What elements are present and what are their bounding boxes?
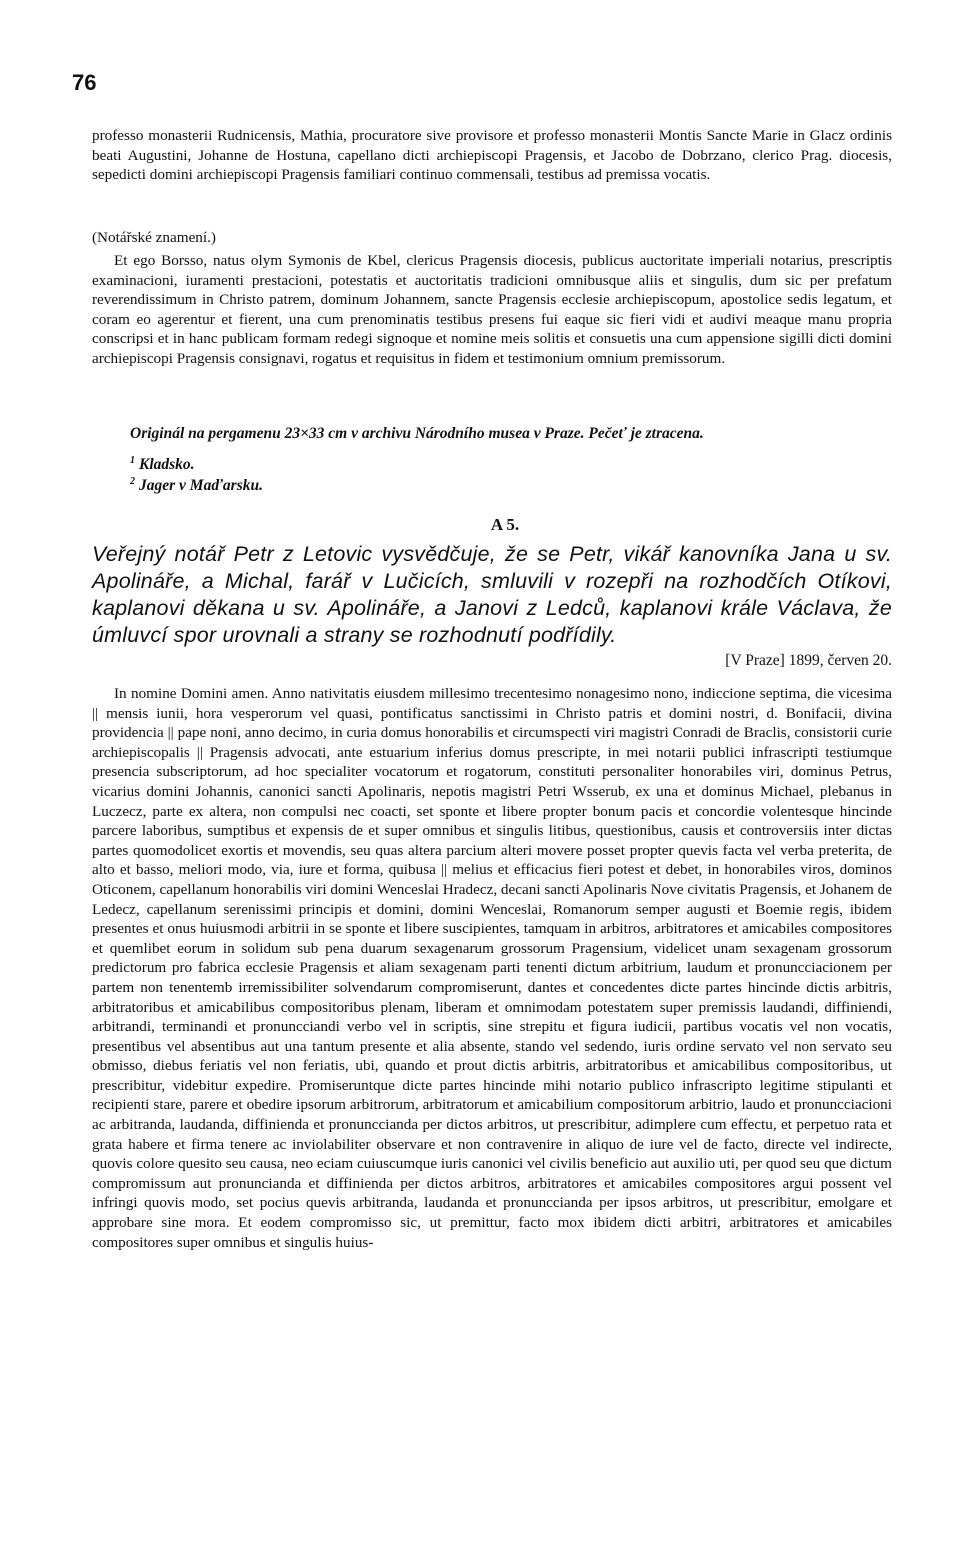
document-page: [92, 0, 892, 1547]
paragraph-notary: Et ego Borsso, natus olym Symonis de Kbel, clericus Pragensis diocesis, publicus auctoritate imperiali notarius, prescriptis examinacioni, iuramenti prestacioni, potestatis et auctoritatis tradicioni omnibusque aliis et singulis, dum sic per prefatum reverendissimum in Christo patrem, dominum Johannem, sancte Pragensis ecclesie archiepiscopum, apostolice sedis legatum, et coram eo agerentur et fierent, una cum prenominatis testibus presens fui eaque sic fieri vidi et audivi meaque manu propria conscripsi et in hanc publicam formam redegi signoque et nomine meis solitis et consuetis una cum appensione sigilli dicti domini archiepiscopi Pragensis consignavi, rogatus et requisitus in fidem et testimonium omnium premissorum.: [92, 252, 892, 367]
regest-heading: Veřejný notář Petr z Letovic vysvědčuje, že se Petr, vikář kanovníka Jana u sv. Apolináře, a Michal, farář v Lučicích, smluvili v rozepři na rozhodčích Otíkovi, kaplanovi děkana u sv. Apolináře, a Janovi z Ledců, kaplanovi krále Václava, že úmluvcí spor urovnali a strany se rozhodnutí podřídily.: [92, 542, 892, 647]
footnote-2: [130, 476, 263, 495]
dateline: [V Praze] 1899, červen 20.: [725, 652, 892, 669]
footnote-2-text: Jager v Maďarsku.: [139, 477, 263, 495]
document-number: A 5.: [490, 515, 520, 534]
footnote-1: [130, 455, 195, 474]
footnote-2-mark: 2: [130, 476, 135, 487]
paragraph-main: In nomine Domini amen. Anno nativitatis eiusdem millesimo trecentesimo nonagesimo nono, indiccione septima, die vicesima || mensis iunii, hora vesperorum vel quasi, pontificatus sanctissimi in Christo patris et domini nostri, d. Bonifacii, divina providencia || pape noni, anno decimo, in curia domus honorabilis et circumspecti viri magistri Conradi de Braclis, consistorii curie archiepiscopalis || Pragensis advocati, ante estuarium inferius domus prescripte, in mei notarii publici infrascripti testiumque presencia subscriptorum, ad hoc specialiter vocatorum et rogatorum, constituti personaliter honorabiles viri, dominus Petrus, vicarius domini Johannis, canonici sancti Apolinaris, nepotis magistri Petri Wsserub, ex una et dominus Michael, plebanus in Luczecz, parte ex altera, non compulsi nec coacti, set sponte et libere propter bonum pacis et concordie volentesque hincinde parcere laboribus, sumptibus et expensis de et super omnibus et singulis litibus, questionibus, causis et controversiis inter dictas partes quomodolicet exortis et movendis, seu quas altera parcium alteri movere posset propter quevis facta vel verba preterita, de alto et basso, meliori modo, via, iure et forma, quibusa || melius et efficacius fieri potest et debet, in honorabiles viros, dominos Oticonem, capellanum honorabilis viri domini Wenceslai Hradecz, decani sancti Apolinaris Nove civitatis Pragensis, et Johanem de Ledecz, capellanum serenissimi principis et domini, domini Wenceslai, Romanorum semper augusti et Boemie regis, ibidem presentes et onus huiusmodi arbitrii in se sponte et libere suscipientes, tamquam in arbitros, arbitratores et amicabiles compositores et quemlibet eorum in solidum sub pena duarum sexagenarum grossorum Pragensium, videlicet unam sexagenam grossorum predictorum pro fabrica ecclesie Pragensis et aliam sexagenam parti tenenti dictum arbitrium, laudum et pronuncciacionem per partem non tenentemb irremissibiliter solvendarum compromiserunt, dantes et concedentes dicte partes hincinde dictis arbitris, arbitratoribus et amicabilibus compositoribus plenam, liberam et omnimodam potestatem super premissis laudandi, diffiniendi, arbitrandi, terminandi et pronuncciandi verbo vel in scriptis, sine strepitu et figura iudicii, partibus vocatis vel non vocatis, presentibus vel absentibus aut una tantum presente et alia absente, stando vel sedendo, iuris ordine servato vel non servato seu obmisso, diebus feriatis vel non feriatis, ubi, quando et prout dictis arbitris, arbitratoribus et amicabilibus compositoribus, ut prescribitur, videbitur expedire. Promiseruntque dicte partes hincinde mihi notario publico infrascripto legitime stipulanti et recipienti stare, parere et obedire ipsorum arbitrorum, arbitratorum et amicabilium compositorum arbitrio, laudo et pronuncciacioni ac arbitranda, laudanda, diffinienda et pronuncciandа per dictos arbitros, ut prescribitur, adimplere cum effectu, et perpetuo rata et grata habere et firma tenere ac inviolabiliter observare et non contravenire in aliquo de iure vel de facto, directe vel indirecte, quovis colore quesito seu causa, neo eciam cuiuscumque iuris canonici vel civilis beneficio aut auxilio uti, per quod seu que dictum compromissum aut pronuncianda et diffinienda per dictos arbitros, arbitratores et amicabiles compositores argui possent vel infringi quovis modo, set pocius quevis arbitranda, laudanda et pronuncciandа per ipsos arbitros, ut prescribitur, emolgare et approbare sine mora. Et eodem compromisso sic, ut premittur, facto mox ibidem dicti arbitri, arbitratores et amicabiles compositores super omnibus et singulis huius-: [92, 685, 892, 1251]
provenance-note: Originál na pergamenu 23×33 cm v archivu Národního musea v Praze. Pečeť je ztracena.: [130, 425, 704, 442]
paragraph-witnesses: professo monasterii Rudnicensis, Mathia, procuratore sive provisore et professo monasterii Montis Sancte Marie in Glacz ordinis beati Augustini, Johanne de Hostuna, capellano dicti archiepiscopi Pragensis, et Jacobo de Dobrzano, clerico Prag. diocesis, sepedicti domini archiepiscopi Pragensis familiari continuo commensali, testibus ad premissa vocatis.: [92, 127, 892, 184]
page-number: 76: [72, 70, 97, 95]
footnote-1-text: Kladsko.: [139, 456, 195, 474]
footnote-1-mark: 1: [130, 455, 135, 466]
notary-sign-label: (Notářské znamení.): [92, 229, 216, 246]
